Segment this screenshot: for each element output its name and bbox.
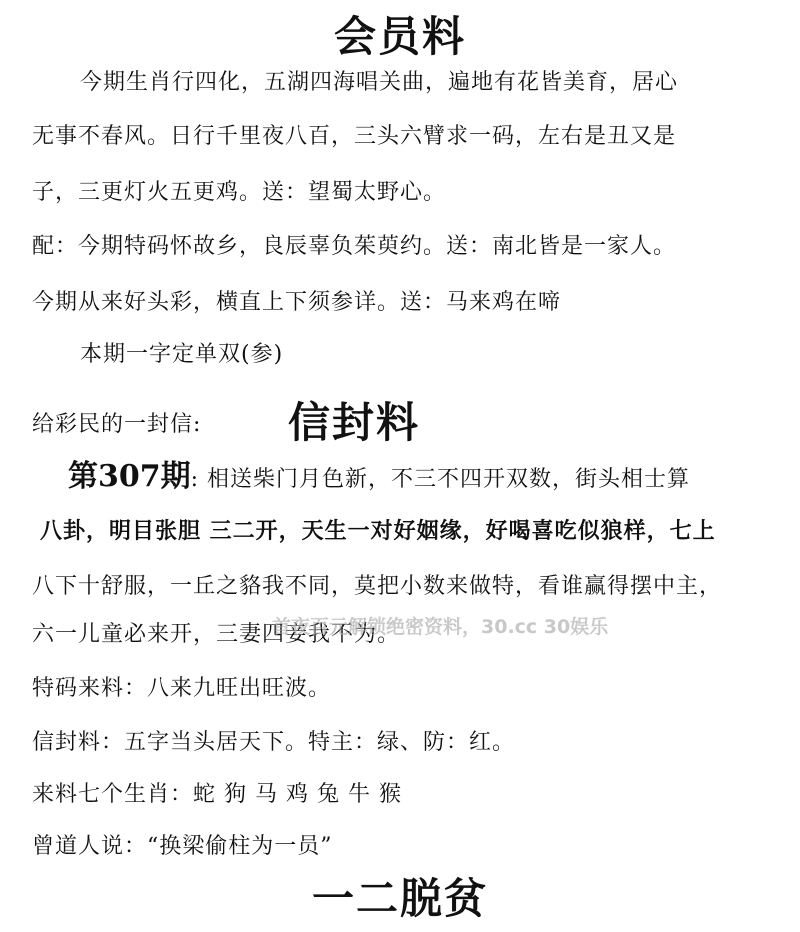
text-line: 无事不春风。日行千里夜八百，三头六臂求一码，左右是丑又是 xyxy=(32,124,677,149)
text-line: 子，三更灯火五更鸡。送：望蜀太野心。 xyxy=(32,180,447,205)
text-line: 本期一字定单双(参) xyxy=(80,342,284,367)
text-line: 配：今期特码怀故乡，良辰辜负茱萸约。送：南北皆是一家人。 xyxy=(32,234,677,259)
text-line: 来料七个生肖：蛇 狗 马 鸡 兔 牛 猴 xyxy=(32,782,402,807)
text-line: 八下十舒服，一丘之貉我不同，莫把小数来做特，看谁赢得摆中主， xyxy=(32,574,723,599)
issue-line xyxy=(68,459,691,495)
text-line: 八卦，明目张胆 三二开，天生一对好姻缘，好喝喜吃似狼样，七上 xyxy=(40,518,716,544)
issue-line-text: : 相送柴门月色新，不三不四开双数，街头相士算 xyxy=(190,467,691,492)
issue-number: 第307期 xyxy=(68,459,191,494)
section2-title: 信封料 xyxy=(288,398,421,447)
text-line: 信封料：五字当头居天下。特主：绿、防：红。 xyxy=(32,730,516,755)
text-line: 特码来料：八来九旺出旺波。 xyxy=(32,676,332,701)
text-line: 曾道人说：“换梁偷柱为一员” xyxy=(32,834,333,859)
letter-intro: 给彩民的一封信: xyxy=(32,412,202,437)
watermark-text: 首夜百元解锁绝密资料，30.cc 30娱乐 xyxy=(272,616,609,638)
section1-title: 会员料 xyxy=(333,12,466,61)
footer-title: 一二脱贫 xyxy=(311,874,488,923)
text-line: 今期从来好头彩，横直上下须参详。送：马来鸡在啼 xyxy=(32,290,562,315)
text-line: 今期生肖行四化，五湖四海唱关曲，遍地有花皆美育，居心 xyxy=(80,70,679,95)
text-line: 六一儿童必来开，三妻四妾我不为。 xyxy=(32,622,401,647)
